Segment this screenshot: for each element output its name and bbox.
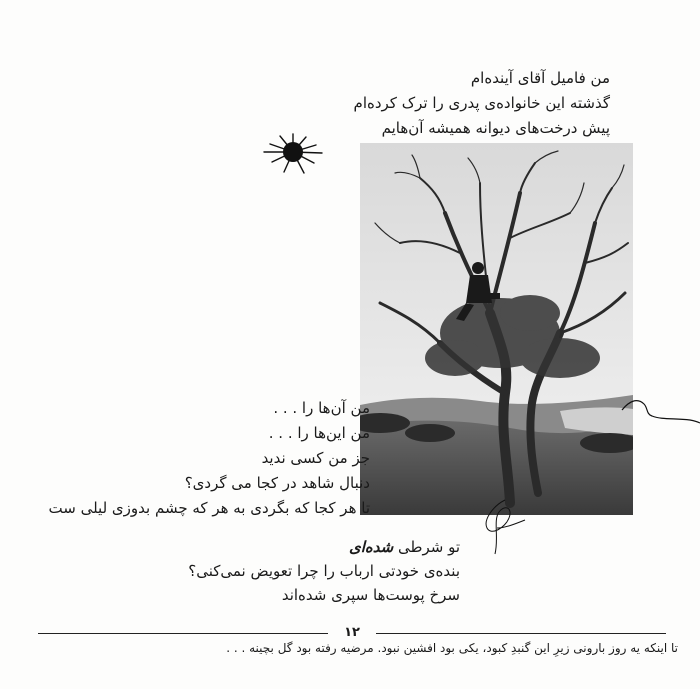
footnote-text: تا اینکه یه روز بارونی زیرِ این گنبدِ کبود، یکی بود افشین نبود. مرضیه رفته بود گل بچینه . . . xyxy=(226,641,678,655)
poem-line: بنده‌ی خودتی ارباب را چرا تعویض نمی‌کنی؟ xyxy=(188,562,460,580)
poem-top-stanza xyxy=(354,66,610,141)
poem-line: سرخ پوست‌ها سپری شده‌اند xyxy=(281,586,460,604)
poem-line: پیش درخت‌های دیوانه همیشه آن‌هایم xyxy=(381,119,610,137)
poem-line: من فامیل آقای آینده‌ام xyxy=(470,69,610,87)
poem-line: من آن‌ها را . . . xyxy=(273,399,370,417)
handwritten-word: شده‌ای xyxy=(349,538,394,556)
tree-photograph xyxy=(360,143,633,515)
poem-line: دنبال شاهد در کجا می گردی؟ xyxy=(184,474,370,492)
poem-line: جز من کسی ندید xyxy=(261,449,370,467)
poem-bottom-stanza xyxy=(188,535,460,607)
signature-doodle-icon xyxy=(475,498,530,558)
footer-rule-right xyxy=(376,633,666,634)
poem-middle-stanza xyxy=(49,396,370,521)
poem-line: تا هر کجا که بگردی به هر که چشم بدوزی لیلی ست xyxy=(48,499,370,517)
page-number: ۱۲ xyxy=(340,624,364,642)
poem-line-text: تو شرطی xyxy=(398,538,460,556)
vine-doodle-icon xyxy=(620,390,700,450)
poem-line xyxy=(188,535,460,559)
footer-rule-left xyxy=(38,633,328,634)
poem-line: گذشته این خانواده‌ی پدری را ترک کرده‌ام xyxy=(353,94,610,112)
sun-drawing-icon xyxy=(260,128,326,178)
poem-line: من این‌ها را . . . xyxy=(268,424,370,442)
